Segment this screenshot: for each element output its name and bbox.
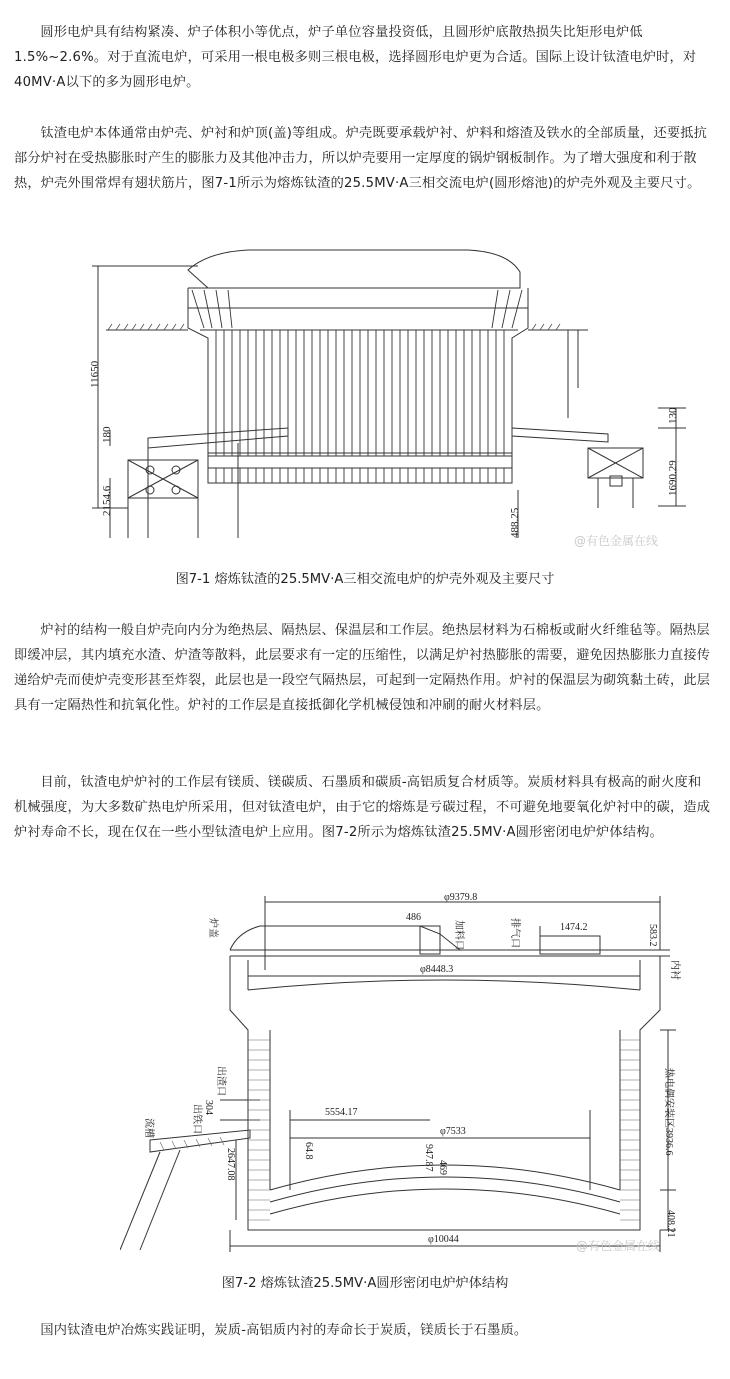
dim-180: 180 — [101, 426, 113, 443]
label-iron-taphole: 出铁口 — [191, 1104, 202, 1134]
label-furnace-cover: 炉盖 — [207, 918, 218, 938]
dim-2154-6: 2154.6 — [101, 485, 113, 516]
dim-5554-17: 5554.17 — [325, 1107, 358, 1118]
dim-947-87: 947.87 — [423, 1144, 434, 1172]
dim-1474-2: 1474.2 — [560, 922, 588, 933]
figure-7-1-caption: 图7-1 熔炼钛渣的25.5MV·A三相交流电炉的炉壳外观及主要尺寸 — [175, 572, 555, 587]
figure-7-2-caption: 图7-2 熔炼钛渣25.5MV·A圆形密闭电炉炉体结构 — [221, 1276, 509, 1291]
dim-408-21: 408.21 — [665, 1210, 676, 1238]
dim-583-2: 583.2 — [647, 924, 658, 947]
label-lining: 内衬 — [669, 960, 680, 980]
dim-2647-08: 2647.08 — [225, 1148, 236, 1181]
dim-488-25: 488.25 — [509, 507, 521, 538]
label-feed-port: 加料口 — [453, 920, 464, 950]
paragraph-5: 国内钛渣电炉冶炼实践证明，炭质-高铝质内衬的寿命长于炭质，镁质长于石墨质。 — [40, 1323, 528, 1338]
dim-469: 469 — [437, 1160, 448, 1175]
dim-phi9379-8: φ9379.8 — [444, 892, 478, 903]
dim-phi10044: φ10044 — [428, 1234, 459, 1245]
paragraph-1: 圆形电炉具有结构紧凑、炉子体积小等优点，炉子单位容量投资低，且圆形炉底散热损失比矩形电炉低1.5%~2.6%。对于直流电炉，可采用一根电极多则三根电极，选择圆形电炉更为合适。国际上设计钛渣电炉时，对40MV·A以下的多为圆形电炉。 — [14, 25, 697, 90]
paragraph-4: 目前，钛渣电炉炉衬的工作层有镁质、镁碳质、石墨质和碳质-高铝质复合材质等。炭质材料具有极高的耐火度和机械强度，为大多数矿热电炉所采用，但对钛渣电炉，由于它的熔炼是亏碳过程，不可避免地要氧化炉衬中的碳，造成炉衬寿命不长，现在仅在一些小型钛渣电炉上应用。图7-2所示为熔炼钛渣25.5MV·A圆形密闭电炉炉体结构。 — [14, 775, 711, 840]
paragraph-3: 炉衬的结构一般自炉壳向内分为绝热层、隔热层、保温层和工作层。绝热层材料为石棉板或耐火纤维毡等。隔热层即缓冲层，其内填充水渣、炉渣等散料，此层要求有一定的压缩性，以满足炉衬热膨胀的需要，避免因热膨胀力直接传递给炉壳而使炉壳变形甚至炸裂，此层也是一段空气隔热层，可起到一定隔热作用。炉衬的保温层为砌筑黏土砖，此层具有一定隔热性和抗氧化性。炉衬的工作层是直接抵御化学机械侵蚀和冲刷的耐火材料层。 — [14, 623, 711, 713]
paragraph-2: 钛渣电炉本体通常由炉壳、炉衬和炉顶(盖)等组成。炉壳既要承载炉衬、炉料和熔渣及铁水的全部质量，还要抵抗部分炉衬在受热膨胀时产生的膨胀力及其他冲击力，所以炉壳要用一定厚度的锅炉钢板制作。为了增大强度和利于散热，炉壳外围常焊有翅状筋片，图7-1所示为熔炼钛渣的25.5MV·A三相交流电炉(圆形熔池)的炉壳外观及主要尺寸。 — [14, 126, 708, 191]
dim-phi7533: φ7533 — [440, 1126, 466, 1137]
figure-7-1-furnace-shell-drawing — [88, 238, 688, 558]
label-launder: 流槽 — [143, 1118, 154, 1138]
dim-130: 130 — [667, 407, 679, 424]
label-slag-taphole: 出渣口 — [215, 1066, 226, 1096]
dim-486: 486 — [406, 912, 421, 923]
watermark-1: @有色金属在线 — [574, 534, 659, 548]
dim-thermocouple-3936-6: 热电偶安装区3936.6 — [663, 1068, 674, 1156]
dim-phi8448-3: φ8448.3 — [420, 964, 454, 975]
label-exhaust-port: 排气口 — [509, 918, 520, 948]
dim-11650: 11650 — [89, 360, 101, 388]
dim-64-8: 64.8 — [303, 1142, 314, 1160]
dim-304: 304 — [203, 1100, 214, 1115]
watermark-2: @有色金属在线 — [576, 1239, 661, 1253]
figure-7-2-furnace-body-drawing — [120, 890, 690, 1260]
dim-1690-29: 1690.29 — [667, 460, 679, 496]
